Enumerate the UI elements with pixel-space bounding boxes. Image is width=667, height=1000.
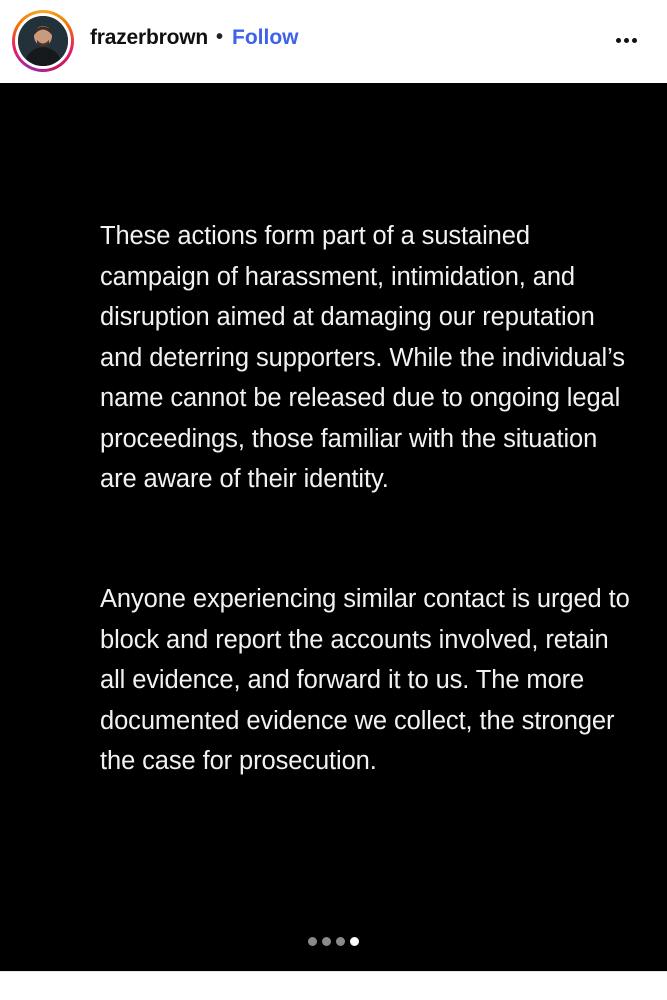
post-paragraph: Anyone experiencing similar contact is urged to block and report the accounts involved, retain all evidence, and forward it to us. The more documented evidence we collect, the stronger the case for prosecution. xyxy=(100,585,630,775)
username[interactable]: frazerbrown xyxy=(90,26,208,49)
profile-photo xyxy=(18,16,68,66)
carousel-dot xyxy=(308,937,317,946)
carousel-indicator xyxy=(0,937,667,951)
avatar[interactable] xyxy=(18,16,68,66)
more-dot xyxy=(624,38,629,43)
post-image[interactable] xyxy=(0,83,667,971)
story-ring[interactable] xyxy=(12,10,74,72)
avatar-border xyxy=(15,13,71,69)
more-dot xyxy=(632,38,637,43)
action-bar xyxy=(0,971,667,1000)
post-paragraph: These actions form part of a sustained campaign of harassment, intimidation, and disruption aimed at damaging our reputation and deterring supporters. While the individual’s name cannot be released due to ongoing legal proceedings, those familiar with the situation are aware of their identity. xyxy=(100,222,625,493)
carousel-dot xyxy=(336,937,345,946)
carousel-dot-active xyxy=(350,937,359,946)
carousel-dot xyxy=(322,937,331,946)
follow-button[interactable]: Follow xyxy=(232,26,299,49)
more-dot xyxy=(616,38,621,43)
post-header xyxy=(0,0,667,83)
more-options-icon[interactable] xyxy=(606,26,646,54)
separator-dot: • xyxy=(216,26,224,48)
